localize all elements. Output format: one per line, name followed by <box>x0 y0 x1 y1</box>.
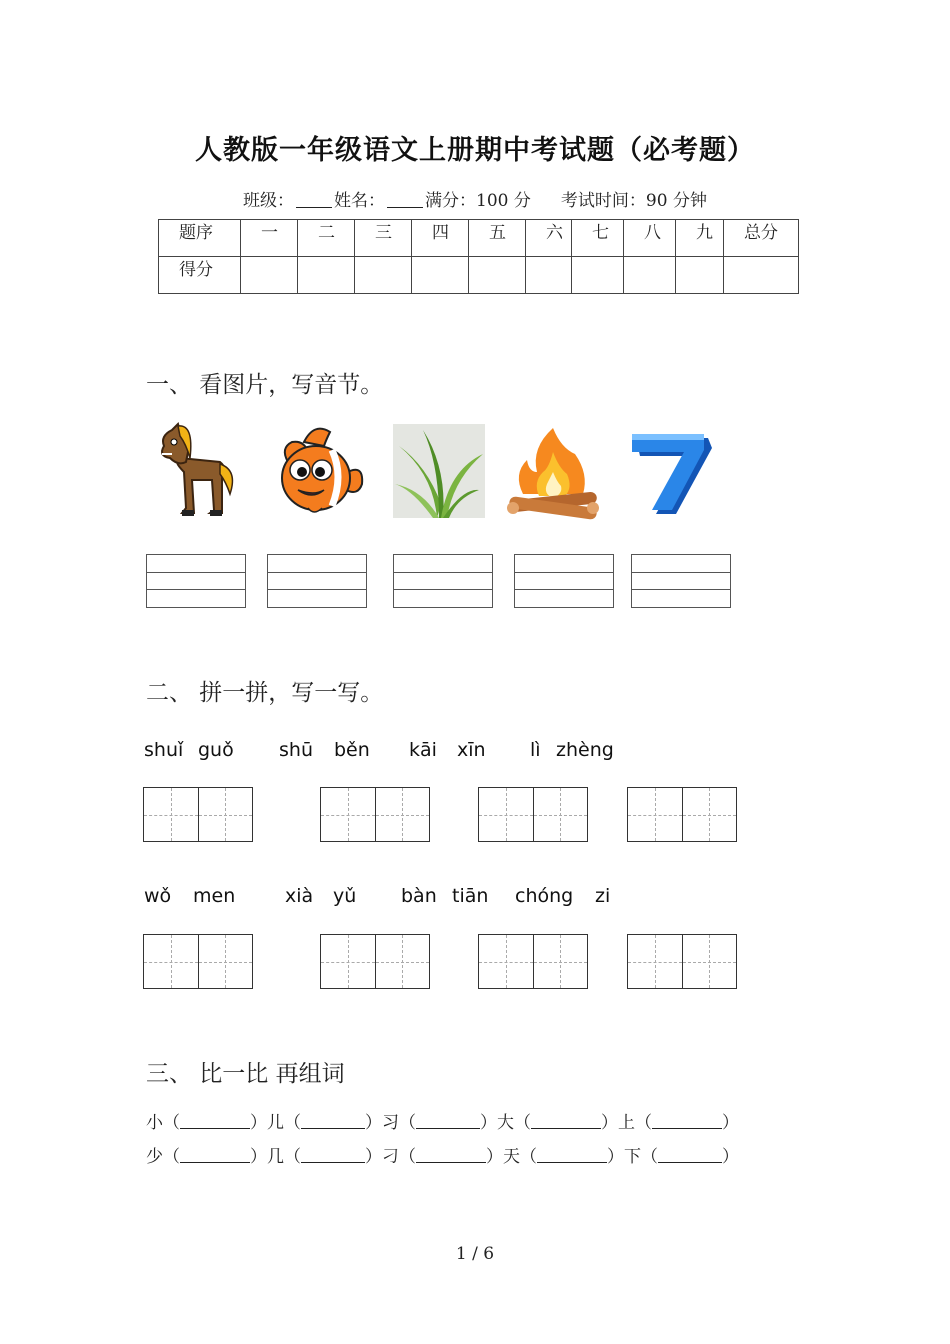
table-header-cell: 一 <box>241 220 298 257</box>
table-header-cell: 九 <box>676 220 724 257</box>
answer-blank[interactable] <box>301 1148 365 1163</box>
close-paren: ） <box>486 1147 503 1167</box>
tianzige-box[interactable] <box>478 934 588 989</box>
pinyin-syllable: guǒ <box>198 739 234 761</box>
compare-row-1 <box>146 1108 739 1133</box>
compare-char: 下 <box>624 1147 641 1167</box>
score-cell[interactable] <box>624 257 676 294</box>
answer-blank[interactable] <box>416 1114 480 1129</box>
page-number: 1 / 6 <box>455 1244 495 1264</box>
table-header-cell: 八 <box>624 220 676 257</box>
pinyin-writing-box[interactable] <box>267 554 367 608</box>
name-blank[interactable] <box>387 193 423 208</box>
horse-picture <box>150 418 246 520</box>
exam-time: 考试时间：90 分钟 <box>560 191 707 211</box>
pinyin-syllable: yǔ <box>333 885 357 907</box>
open-paren: （ <box>163 1113 180 1133</box>
pinyin-writing-box[interactable] <box>514 554 614 608</box>
compare-char: 大 <box>497 1113 514 1133</box>
open-paren: （ <box>641 1147 658 1167</box>
tianzige-box[interactable] <box>627 787 737 842</box>
pinyin-syllable: bàn <box>401 885 437 907</box>
compare-char: 小 <box>146 1113 163 1133</box>
pinyin-syllable: zhèng <box>556 739 614 761</box>
pinyin-syllable: zi <box>595 885 611 907</box>
compare-char: 习 <box>382 1113 399 1133</box>
open-paren: （ <box>284 1147 301 1167</box>
answer-blank[interactable] <box>658 1148 722 1163</box>
tianzige-box[interactable] <box>627 934 737 989</box>
pinyin-syllable: lì <box>530 739 541 761</box>
table-header-cell: 六 <box>526 220 572 257</box>
score-cell[interactable] <box>526 257 572 294</box>
compare-char: 上 <box>618 1113 635 1133</box>
score-table <box>158 219 799 294</box>
compare-char: 刁 <box>382 1147 399 1167</box>
score-cell[interactable] <box>241 257 298 294</box>
open-paren: （ <box>514 1113 531 1133</box>
pinyin-syllable: běn <box>334 739 370 761</box>
score-cell[interactable] <box>572 257 624 294</box>
pinyin-syllable: kāi <box>409 739 437 761</box>
score-cell[interactable] <box>469 257 526 294</box>
table-header-cell: 总分 <box>724 220 799 257</box>
open-paren: （ <box>399 1147 416 1167</box>
pinyin-writing-box[interactable] <box>146 554 246 608</box>
page-title: 人教版一年级语文上册期中考试题（必考题） <box>195 135 755 166</box>
tianzige-box[interactable] <box>320 934 430 989</box>
full-score: 满分：100 分 <box>425 191 531 211</box>
pinyin-syllable: men <box>193 885 236 907</box>
tianzige-box[interactable] <box>320 787 430 842</box>
table-header-cell: 题序 <box>159 220 241 257</box>
answer-blank[interactable] <box>301 1114 365 1129</box>
fish-picture <box>274 418 370 520</box>
tianzige-box[interactable] <box>143 934 253 989</box>
close-paren: ） <box>250 1147 267 1167</box>
score-cell[interactable] <box>298 257 355 294</box>
open-paren: （ <box>399 1113 416 1133</box>
close-paren: ） <box>480 1113 497 1133</box>
answer-blank[interactable] <box>652 1114 722 1129</box>
tianzige-box[interactable] <box>478 787 588 842</box>
score-cell[interactable] <box>412 257 469 294</box>
score-cell[interactable] <box>355 257 412 294</box>
seven-picture <box>624 418 720 520</box>
compare-char: 儿 <box>267 1113 284 1133</box>
score-table-score-row <box>159 257 799 294</box>
answer-blank[interactable] <box>537 1148 607 1163</box>
section3-title: 三、 比一比 再组词 <box>146 1061 345 1087</box>
close-paren: ） <box>365 1113 382 1133</box>
open-paren: （ <box>163 1147 180 1167</box>
fire-picture <box>505 424 601 520</box>
score-cell[interactable] <box>676 257 724 294</box>
pinyin-syllable: wǒ <box>144 885 172 907</box>
exam-info <box>0 186 950 211</box>
compare-char: 天 <box>503 1147 520 1167</box>
class-label: 班级： <box>243 191 295 211</box>
tianzige-box[interactable] <box>143 787 253 842</box>
grass-picture <box>393 424 485 518</box>
score-cell[interactable] <box>724 257 799 294</box>
close-paren: ） <box>607 1147 624 1167</box>
compare-row-2 <box>146 1142 739 1167</box>
table-header-cell: 七 <box>572 220 624 257</box>
table-header-cell: 五 <box>469 220 526 257</box>
pinyin-syllable: chóng <box>515 885 574 907</box>
answer-blank[interactable] <box>531 1114 601 1129</box>
score-row-label: 得分 <box>159 257 241 294</box>
class-blank[interactable] <box>296 193 332 208</box>
pinyin-syllable: shū <box>279 739 313 761</box>
section1-title: 一、 看图片，写音节。 <box>146 372 384 398</box>
answer-blank[interactable] <box>180 1114 250 1129</box>
close-paren: ） <box>722 1147 739 1167</box>
compare-char: 少 <box>146 1147 163 1167</box>
pinyin-syllable: shuǐ <box>144 739 184 761</box>
pinyin-syllable: xià <box>285 885 314 907</box>
close-paren: ） <box>250 1113 267 1133</box>
pinyin-writing-box[interactable] <box>393 554 493 608</box>
score-table-header-row <box>159 220 799 257</box>
pinyin-syllable: xīn <box>457 739 486 761</box>
open-paren: （ <box>520 1147 537 1167</box>
close-paren: ） <box>601 1113 618 1133</box>
table-header-cell: 三 <box>355 220 412 257</box>
section2-title: 二、 拼一拼，写一写。 <box>146 680 384 706</box>
table-header-cell: 四 <box>412 220 469 257</box>
open-paren: （ <box>284 1113 301 1133</box>
compare-char: 几 <box>267 1147 284 1167</box>
open-paren: （ <box>635 1113 652 1133</box>
table-header-cell: 二 <box>298 220 355 257</box>
pinyin-writing-box[interactable] <box>631 554 731 608</box>
name-label: 姓名： <box>334 191 386 211</box>
close-paren: ） <box>722 1113 739 1133</box>
answer-blank[interactable] <box>416 1148 486 1163</box>
close-paren: ） <box>365 1147 382 1167</box>
answer-blank[interactable] <box>180 1148 250 1163</box>
pinyin-syllable: tiān <box>452 885 489 907</box>
